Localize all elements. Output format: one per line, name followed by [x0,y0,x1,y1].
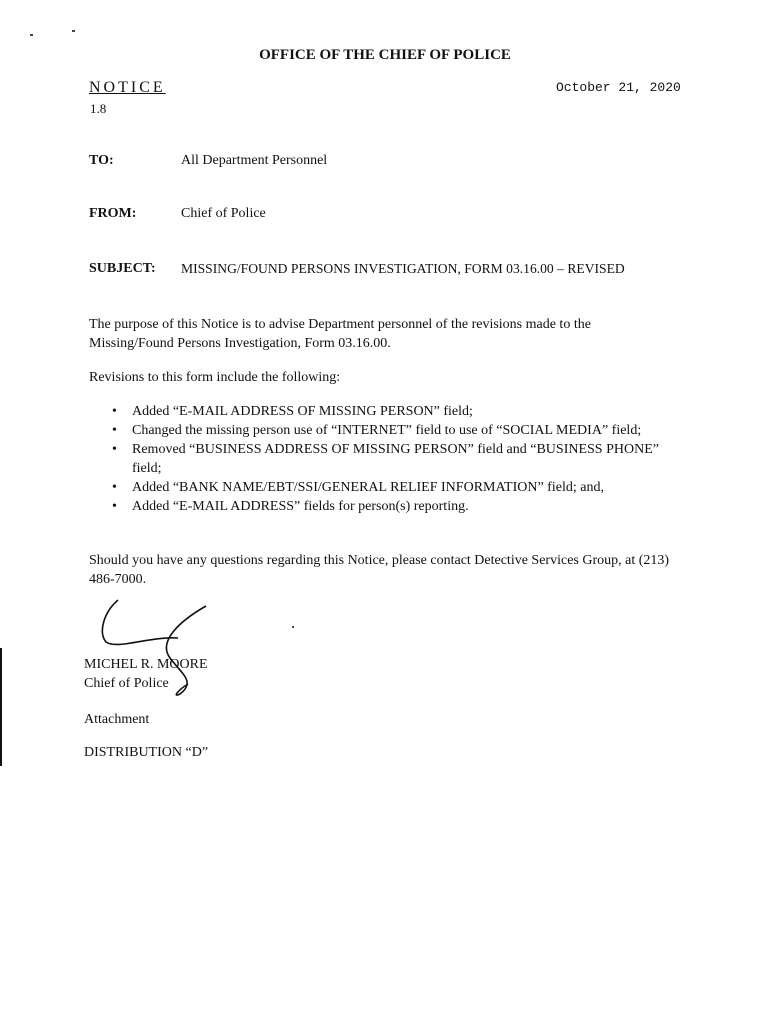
scan-speck-3 [292,626,294,628]
revision-text: Added “BANK NAME/EBT/SSI/GENERAL RELIEF INFORMATION” field; and, [132,480,604,495]
notice-date: October 21, 2020 [556,80,681,95]
scan-speck-2 [72,30,75,32]
revisions-list [112,402,682,516]
from-label: FROM: [89,206,137,221]
to-label: TO: [89,153,114,168]
attachment-note: Attachment [84,712,150,727]
subject-label: SUBJECT: [89,261,156,276]
revisions-intro: Revisions to this form include the following: [89,370,341,385]
questions-paragraph: Should you have any questions regarding this Notice, please contact Detective Services Group, at (213) 486-7000. [89,553,670,587]
scan-margin-line [0,648,2,766]
bullet-icon: • [112,423,117,438]
list-item [112,478,682,497]
notice-heading: NOTICE [89,79,166,96]
subject-value: MISSING/FOUND PERSONS INVESTIGATION, FORM 03.16.00 – REVISED [181,261,625,276]
from-value: Chief of Police [181,206,266,221]
revision-text: Removed “BUSINESS ADDRESS OF MISSING PERSON” field and “BUSINESS PHONE” field; [132,442,659,476]
distribution-note: DISTRIBUTION “D” [84,745,209,760]
revision-text: Added “E-MAIL ADDRESS” fields for person(s) reporting. [132,499,469,514]
list-item [112,402,682,421]
list-item [112,497,682,516]
bullet-icon: • [112,442,117,457]
office-title: OFFICE OF THE CHIEF OF POLICE [259,47,511,63]
to-value: All Department Personnel [181,153,328,168]
scan-speck-1 [30,34,33,36]
bullet-icon: • [112,480,117,495]
purpose-paragraph: The purpose of this Notice is to advise Department personnel of the revisions made to the Missing/Found Persons Investigation, Form 03.16.00. [89,317,591,351]
revision-text: Changed the missing person use of “INTERNET” field to use of “SOCIAL MEDIA” field; [132,423,642,438]
notice-number: 1.8 [90,101,107,116]
list-item [112,421,672,440]
bullet-icon: • [112,404,117,419]
list-item [112,440,682,478]
bullet-icon: • [112,499,117,514]
signer-title: Chief of Police [84,676,169,691]
revision-text: Added “E-MAIL ADDRESS OF MISSING PERSON” field; [132,404,473,419]
signer-name: MICHEL R. MOORE [84,657,208,672]
